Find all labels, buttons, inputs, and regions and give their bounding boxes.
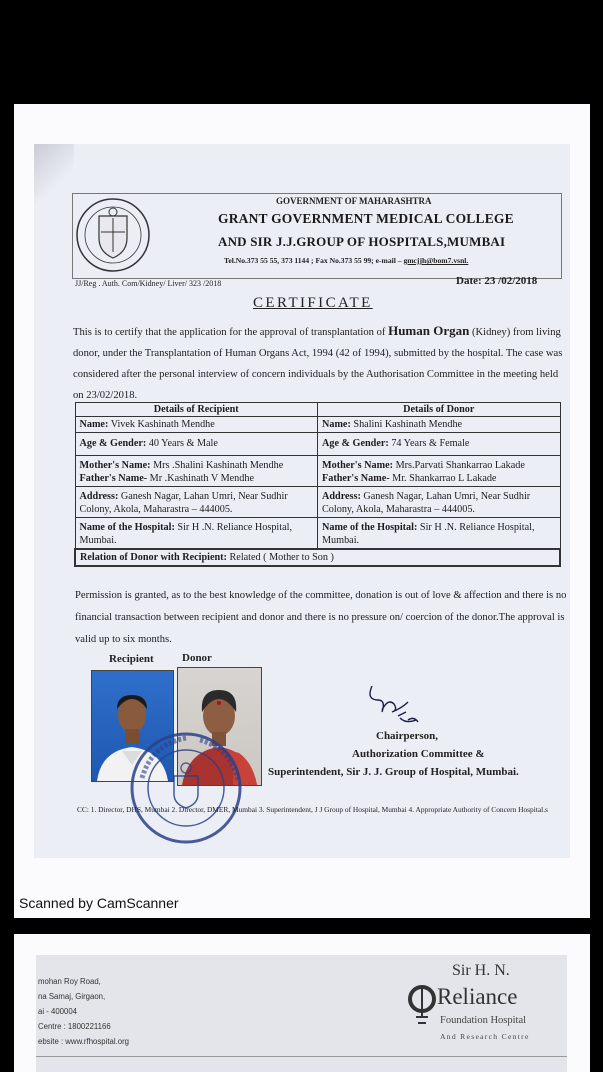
reliance-research: And Research Centre: [440, 1032, 530, 1041]
recipient-photo-label: Recipient: [109, 653, 154, 665]
relation-cell: [75, 549, 560, 566]
recipient-parents-cell: [75, 456, 318, 487]
recipient-father: Mr .Kashinath V Mendhe: [147, 473, 254, 484]
recipient-hospital-cell: [75, 518, 318, 550]
field-label: Age & Gender:: [322, 438, 389, 449]
permission-paragraph: Permission is granted, as to the best knowledge of the committee, donation is out of love & affection and there is no financial transaction between recipient and donor and there is no pressure on/ coercion of the donor.The approval is valid up to six months.: [75, 590, 567, 645]
field-label: Age & Gender:: [79, 438, 147, 449]
recipient-address: Ganesh Nagar, Lahan Umri, Near Sudhir Colony, Akola, Maharastra – 444005.: [79, 491, 288, 515]
reliance-logo-icon: [406, 985, 438, 1027]
letterhead-tel: Tel.No.373 55 55, 373 1144 ; Fax No.373 55 99; e-mail –: [224, 256, 404, 265]
intro-paragraph: [73, 320, 565, 406]
letterhead-email: gmcjjh@bom7.vsnl.: [403, 256, 469, 265]
donor-name: Shalini Kashinath Mendhe: [350, 419, 463, 430]
certificate-date: Date: 23 /02/2018: [456, 275, 538, 287]
donor-header: Details of Donor: [318, 403, 561, 417]
recipient-name: Vivek Kashinath Mendhe: [108, 419, 215, 430]
table-row: [75, 487, 560, 518]
donor-name-cell: [318, 417, 561, 433]
letterhead-college: GRANT GOVERNMENT MEDICAL COLLEGE: [218, 211, 514, 226]
donor-age: 74 Years & Female: [388, 438, 470, 449]
table-row: [75, 456, 560, 487]
reliance-name: Reliance: [437, 984, 518, 1009]
field-label: Address:: [79, 491, 119, 502]
intro-text-1: This is to certify that the application for the approval of transplantation of: [73, 327, 389, 338]
reliance-foundation: Foundation Hospital: [440, 1015, 527, 1026]
address-line: ebsite : www.rfhospital.org: [38, 1037, 130, 1046]
donor-photo-label: Donor: [182, 652, 212, 664]
donor-age-cell: [318, 433, 561, 456]
intro-text-2: (Kidney) from living donor, under the Transplantation of Human Organs Act, 1994 (42 of 1994), submitted by the hospital. The case was considered after the personal interview of concern individuals by the Authorisation Committee in the meeting held on 23/02/2018.: [73, 327, 563, 401]
page-curl: [34, 144, 74, 214]
recipient-address-cell: [75, 487, 318, 518]
field-label: Father's Name-: [322, 473, 390, 484]
donor-address-cell: [318, 487, 561, 518]
reference-number: JJ/Reg . Auth. Com/Kidney/ Liver/ 323 /2018: [75, 279, 222, 288]
reliance-address: [38, 974, 129, 1049]
donor-parents-cell: [318, 456, 561, 487]
intro-organ: Human Organ: [388, 323, 470, 338]
field-label: Name:: [322, 419, 351, 430]
recipient-mother: Mrs .Shalini Kashinath Mendhe: [150, 460, 284, 471]
signatory-committee: Authorization Committee &: [352, 748, 485, 760]
signatory-superintendent: Superintendent, Sir J. J. Group of Hospital, Mumbai.: [268, 766, 519, 778]
certificate-title: CERTIFICATE: [253, 295, 373, 311]
table-row: [75, 433, 560, 456]
field-label: Mother's Name:: [79, 460, 151, 471]
college-crest-icon: [74, 196, 152, 274]
address-line: mohan Roy Road,: [38, 977, 101, 986]
field-label: Father's Name-: [79, 473, 148, 484]
relation-label: Relation of Donor with Recipient:: [80, 552, 227, 563]
table-row: [75, 518, 560, 550]
letterhead-government: GOVERNMENT OF MAHARASHTRA: [276, 196, 432, 206]
divider: [36, 1056, 567, 1057]
recipient-hospital: Sir H .N. Reliance Hospital, Mumbai.: [79, 522, 292, 546]
letterhead-contact: [224, 256, 468, 265]
donor-address: Ganesh Nagar, Lahan Umri, Near Sudhir Colony, Akola, Maharastra – 444005.: [322, 491, 531, 515]
recipient-name-cell: [75, 417, 318, 433]
field-label: Name of the Hospital:: [322, 522, 418, 533]
table-header-row: [75, 403, 560, 417]
relation-value: Related ( Mother to Son ): [226, 552, 334, 563]
letterhead-hospitals: AND SIR J.J.GROUP OF HOSPITALS,MUMBAI: [218, 234, 506, 249]
table-row: [75, 417, 560, 433]
field-label: Name:: [79, 419, 109, 430]
donor-hospital-cell: [318, 518, 561, 550]
recipient-age: 40 Years & Male: [146, 438, 218, 449]
committee-seal-icon: [128, 730, 244, 846]
address-line: Centre : 1800221166: [38, 1022, 111, 1031]
donor-hospital: Sir H .N. Reliance Hospital, Mumbai.: [322, 522, 535, 546]
reliance-sir: Sir H. N.: [452, 962, 510, 979]
field-label: Address:: [322, 491, 361, 502]
donor-father: Mr. Shankarrao L Lakade: [389, 473, 497, 484]
details-table: [74, 402, 561, 567]
address-line: na Samaj, Girgaon,: [38, 992, 106, 1001]
scanner-watermark-label: Scanned by CamScanner: [19, 895, 179, 911]
relation-row: [75, 549, 560, 566]
signature-icon: [364, 680, 426, 730]
field-label: Name of the Hospital:: [79, 522, 175, 533]
recipient-age-cell: [75, 433, 318, 456]
recipient-header: Details of Recipient: [75, 403, 318, 417]
cc-list: CC: 1. Director, DHS, Mumbai 2. Director, DMER, Mumbai 3. Superintendent, J J Group of Hospital, Mumbai 4. Appropriate Authority of Concern Hospital.s: [77, 805, 548, 814]
address-line: ai - 400004: [38, 1007, 78, 1016]
field-label: Mother's Name:: [322, 460, 394, 471]
donor-mother: Mrs.Parvati Shankarrao Lakade: [393, 460, 525, 471]
signatory-chairperson: Chairperson,: [376, 730, 439, 742]
